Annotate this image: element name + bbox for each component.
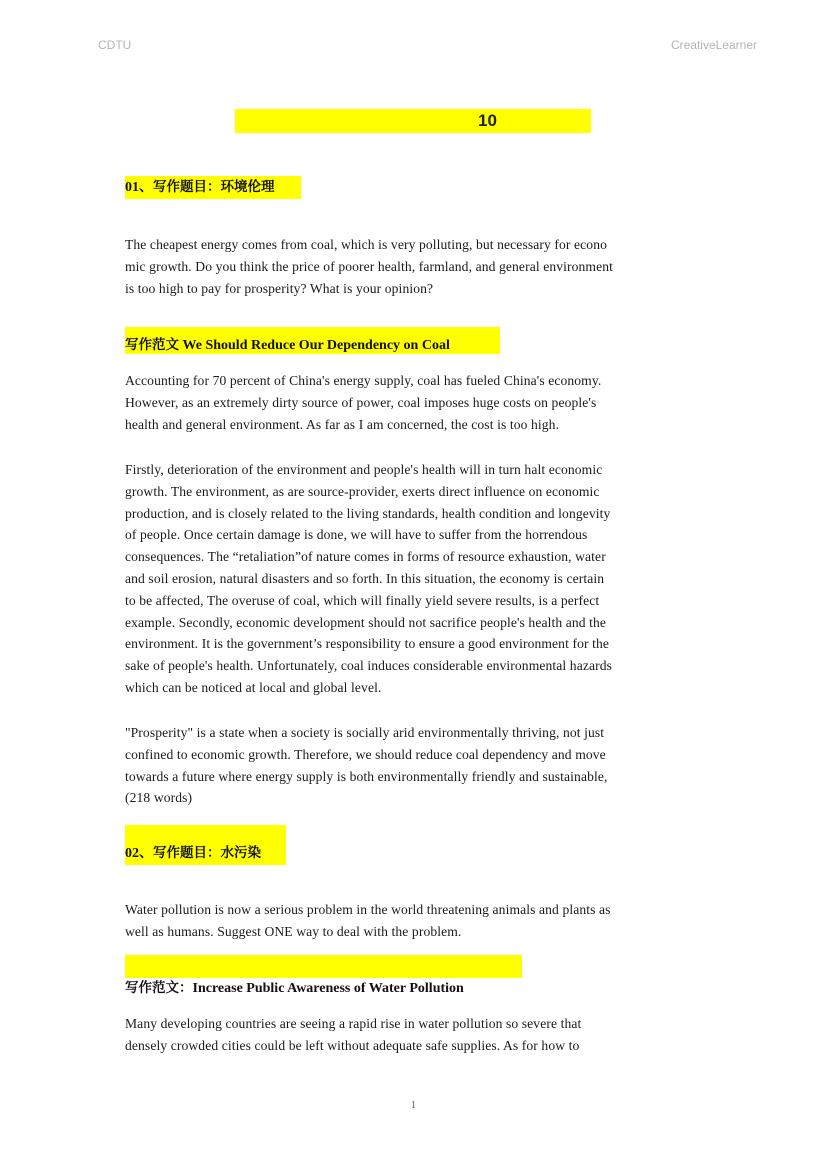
section1-heading xyxy=(125,177,275,198)
section1-prompt: The cheapest energy comes from coal, which is very polluting, but necessary for econo mic growth. Do you think the price of poorer health, farmland, and general environment is too high to pay for prosperity? What is your opinion? xyxy=(125,237,614,296)
section1-paragraph-3: "Prosperity" is a state when a society is socially arid environmentally thriving, not just confined to economic growth. Therefore, we should reduce coal dependency and move towards a future where energy supply is both environmentally friendly and sustainable, (218 words) xyxy=(125,725,608,806)
section2-heading-text: 写作题目：水污染 xyxy=(153,845,261,861)
section2-sample-title: Increase Public Awareness of Water Pollution xyxy=(192,981,464,996)
section1-heading-num: 01、 xyxy=(125,180,153,195)
section2-sample-label: 写作范文： xyxy=(125,980,193,996)
section1-paragraph-1: Accounting for 70 percent of China's energy supply, coal has fueled China's economy. However, as an extremely dirty source of power, coal imposes huge costs on people's health and general environment. As far as I am concerned, the cost is too high. xyxy=(125,373,602,432)
header-left-label: CDTU xyxy=(98,38,132,52)
section2-sample-heading xyxy=(125,978,464,999)
section2-heading xyxy=(125,843,261,864)
section2-paragraph-1: Many developing countries are seeing a rapid rise in water pollution so severe that densely crowded cities could be left without adequate safe supplies. As for how to xyxy=(125,1016,582,1053)
document-title: 10 xyxy=(235,109,591,133)
section1-sample-label: 写作范文 xyxy=(125,337,179,353)
section1-paragraph-2: Firstly, deterioration of the environment and people's health will in turn halt economic growth. The environment, as are source-provider, exerts direct influence on economic production, and is closely related to the living standards, health condition and longevity of people. Once certain damage is done, we will have to suffer from the horrendous consequences. The “retaliation”of nature comes in forms of resource exhaustion, water and soil erosion, natural disasters and so forth. In this situation, the economy is certain to be affected, The overuse of coal, which will finally yield severe results, is a perfect example. Secondly, economic development should not sacrifice people's health and the environment. It is the government’s responsibility to ensure a good environment for the sake of people's health. Unfortunately, coal induces considerable environmental hazards which can be noticed at local and global level. xyxy=(125,462,613,695)
section1-heading-text: 写作题目：环境伦理 xyxy=(153,179,275,195)
section1-sample-title: We Should Reduce Our Dependency on Coal xyxy=(182,338,450,353)
page-number: 1 xyxy=(411,1100,416,1111)
highlight-bar xyxy=(125,955,522,978)
header-right-label: CreativeLearner xyxy=(670,38,757,52)
section2-prompt: Water pollution is now a serious problem in the world threatening animals and plants as well as humans. Suggest ONE way to deal with the problem. xyxy=(125,902,611,939)
section1-sample-heading xyxy=(125,335,450,356)
section2-heading-num: 02、 xyxy=(125,846,153,861)
